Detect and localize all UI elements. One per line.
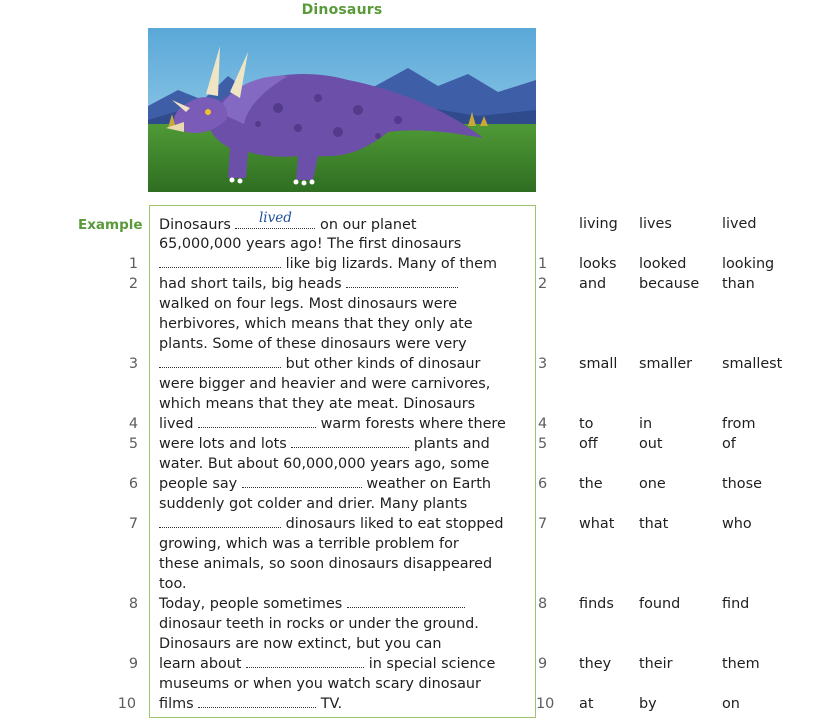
passage-line: growing, which was a terrible problem for [159, 536, 459, 552]
passage-text: films [159, 696, 199, 712]
passage-line [159, 354, 480, 374]
answer-blank[interactable] [242, 475, 362, 488]
passage-line: water. But about 60,000,000 years ago, some [159, 456, 490, 472]
example-answer-blank [235, 210, 315, 229]
option-number: 4 [538, 416, 548, 432]
passage-text: were lots and lots [159, 436, 292, 452]
passage-text: warm forests where there [316, 416, 506, 432]
option-choice[interactable]: they [579, 656, 612, 672]
option-choice[interactable]: the [579, 476, 603, 492]
passage-text: lived [159, 416, 199, 432]
option-number: 1 [538, 256, 548, 272]
option-number: 9 [538, 656, 548, 672]
answer-blank[interactable] [346, 275, 458, 288]
answer-blank[interactable] [198, 695, 316, 708]
passage-text: like big lizards. Many of them [281, 256, 497, 272]
question-number: 8 [128, 596, 138, 612]
option-choice[interactable]: in [639, 416, 653, 432]
passage-text: TV. [316, 696, 343, 712]
passage-line [159, 414, 506, 434]
passage-line [159, 694, 342, 714]
passage-line [159, 254, 497, 274]
passage-line: dinosaur teeth in rocks or under the ground. [159, 616, 479, 632]
question-number: 4 [128, 416, 138, 432]
option-choice[interactable]: living [579, 216, 618, 232]
question-number: 1 [128, 256, 138, 272]
option-choice[interactable]: looking [722, 256, 775, 272]
option-choice[interactable]: smaller [639, 356, 693, 372]
option-choice[interactable]: out [639, 436, 663, 452]
triceratops-illustration [148, 28, 536, 192]
answer-blank[interactable] [159, 355, 281, 368]
question-number: 10 [117, 696, 136, 712]
option-number: 5 [538, 436, 548, 452]
passage-line: which means that they ate meat. Dinosaurs [159, 396, 476, 412]
option-choice[interactable]: looks [579, 256, 617, 272]
question-number: 9 [128, 656, 138, 672]
passage-line: museums or when you watch scary dinosaur [159, 676, 481, 692]
option-choice[interactable]: because [639, 276, 700, 292]
question-number: 2 [128, 276, 138, 292]
answer-blank[interactable] [198, 415, 316, 428]
answer-blank[interactable] [291, 435, 409, 448]
passage-line: suddenly got colder and drier. Many plants [159, 496, 468, 512]
option-choice[interactable]: lived [722, 216, 757, 232]
passage-text: had short tails, big heads [159, 276, 347, 292]
option-choice[interactable]: small [579, 356, 618, 372]
passage-text: on our planet [315, 217, 417, 233]
answer-blank[interactable] [159, 515, 281, 528]
option-number: 2 [538, 276, 548, 292]
question-number: 6 [128, 476, 138, 492]
option-choice[interactable]: that [639, 516, 669, 532]
option-choice[interactable]: than [722, 276, 755, 292]
passage-text: weather on Earth [361, 476, 491, 492]
example-answer: lived [258, 210, 292, 226]
option-choice[interactable]: their [639, 656, 673, 672]
option-choice[interactable]: what [579, 516, 615, 532]
passage-line: plants. Some of these dinosaurs were very [159, 336, 467, 352]
passage-line: herbivores, which means that they only ate [159, 316, 473, 332]
answer-blank[interactable] [347, 595, 465, 608]
passage-text: people say [159, 476, 242, 492]
option-choice[interactable]: them [722, 656, 760, 672]
option-number: 7 [538, 516, 548, 532]
option-choice[interactable]: finds [579, 596, 614, 612]
option-choice[interactable]: smallest [722, 356, 783, 372]
option-choice[interactable]: to [579, 416, 594, 432]
option-choice[interactable]: one [639, 476, 666, 492]
passage-text: but other kinds of dinosaur [281, 356, 481, 372]
passage-line: Dinosaurs are now extinct, but you can [159, 636, 442, 652]
passage-line [159, 274, 458, 294]
passage-line: too. [159, 576, 187, 592]
option-choice[interactable]: found [639, 596, 681, 612]
option-choice[interactable]: and [579, 276, 607, 292]
passage-line [159, 654, 495, 674]
option-choice[interactable]: lives [639, 216, 672, 232]
option-choice[interactable]: of [722, 436, 736, 452]
option-number: 10 [536, 696, 555, 712]
passage-line [159, 474, 491, 494]
option-number: 6 [538, 476, 548, 492]
passage-line: these animals, so soon dinosaurs disappeared [159, 556, 493, 572]
option-choice[interactable]: on [722, 696, 740, 712]
option-choice[interactable]: find [722, 596, 750, 612]
option-choice[interactable]: at [579, 696, 594, 712]
passage-text: dinosaurs liked to eat stopped [281, 516, 504, 532]
passage-line [159, 210, 417, 235]
passage-line: were bigger and heavier and were carnivores, [159, 376, 491, 392]
option-choice[interactable]: those [722, 476, 762, 492]
passage-line [159, 514, 504, 534]
answer-blank[interactable] [246, 655, 364, 668]
passage-text: learn about [159, 656, 247, 672]
passage-text: plants and [409, 436, 490, 452]
passage-line: walked on four legs. Most dinosaurs were [159, 296, 458, 312]
passage-text: Today, people sometimes [159, 596, 347, 612]
passage-text: in special science [364, 656, 496, 672]
option-number: 8 [538, 596, 548, 612]
option-choice[interactable]: by [639, 696, 657, 712]
passage-line [159, 594, 465, 614]
option-choice[interactable]: from [722, 416, 756, 432]
option-choice[interactable]: off [579, 436, 598, 452]
question-number: 3 [128, 356, 138, 372]
passage-line: 65,000,000 years ago! The first dinosaurs [159, 236, 462, 252]
option-number: 3 [538, 356, 548, 372]
question-number: 7 [128, 516, 138, 532]
option-choice[interactable]: who [722, 516, 752, 532]
option-choice[interactable]: looked [639, 256, 687, 272]
page-title: Dinosaurs [301, 2, 383, 18]
question-number: 5 [128, 436, 138, 452]
answer-blank[interactable] [159, 255, 281, 268]
passage-line [159, 434, 490, 454]
example-label: Example [78, 217, 143, 233]
passage-text: Dinosaurs [159, 217, 236, 233]
